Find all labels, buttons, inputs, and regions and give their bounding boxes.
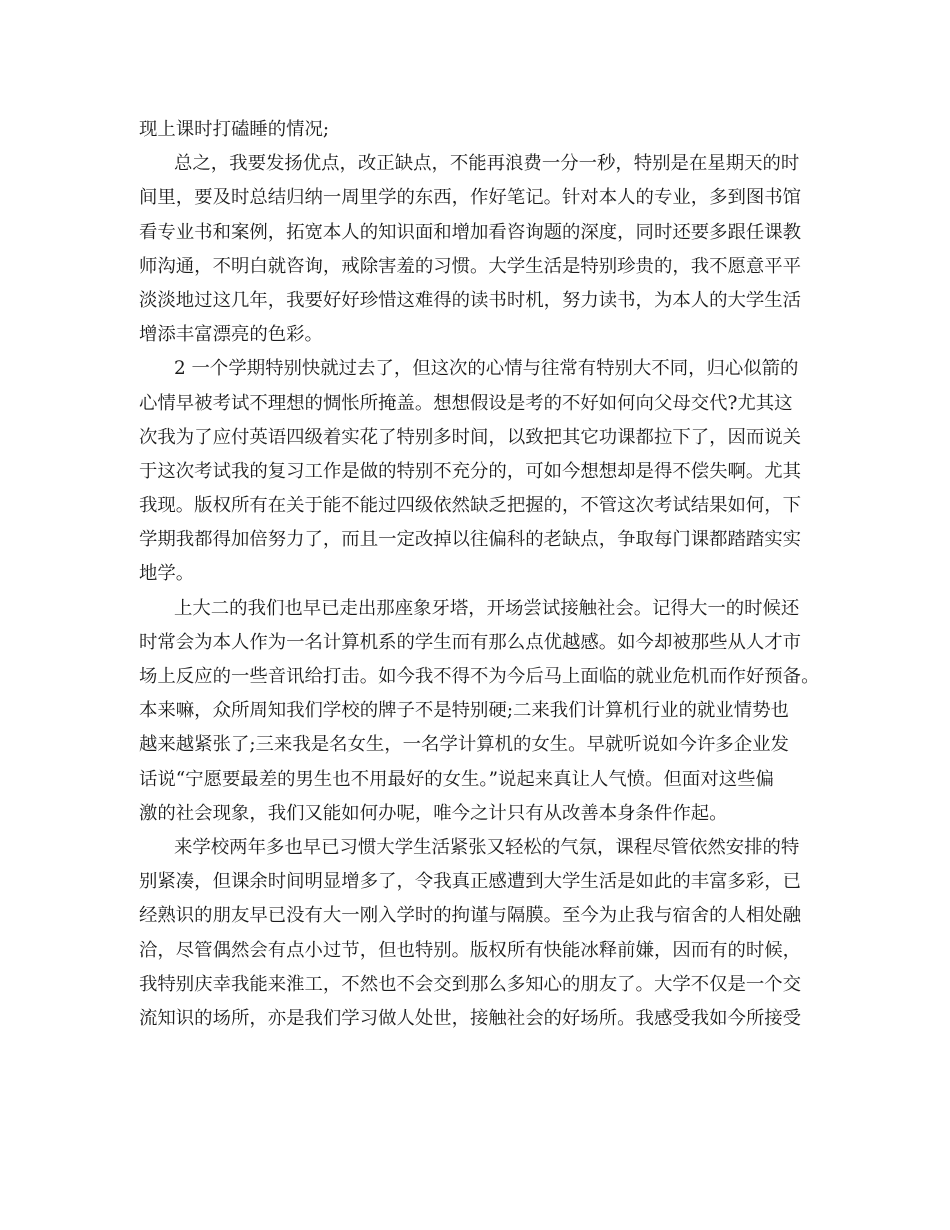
text-line: 次我为了应付英语四级着实花了特别多时间，以致把其它功课都拉下了，因而说关 xyxy=(139,426,802,448)
text-line: 现上课时打磕睡的情况; xyxy=(139,119,330,140)
text-line: 学期我都得加倍努力了，而且一定改掉以往偏科的老缺点，争取每门课都踏踏实实 xyxy=(139,529,802,551)
text-line: 心情早被考试不理想的惆怅所掩盖。想想假设是考的不好如何向父母交代?尤其这 xyxy=(139,392,793,414)
paragraph-5 xyxy=(139,831,821,1036)
text-line: 话说“宁愿要最差的男生也不用最好的女生。”说起来真让人气愤。但面对这些偏 xyxy=(139,768,774,790)
text-line: 别紧凑，但课余时间明显增多了，令我真正感遭到大学生活是如此的丰富多彩，已 xyxy=(139,871,802,893)
text-line: 我现。版权所有在关于能不能过四级依然缺乏把握的，不管这次考试结果如何，下 xyxy=(139,495,802,517)
document-page xyxy=(139,113,821,1036)
paragraph-1 xyxy=(139,113,821,147)
text-line: 洽，尽管偶然会有点小过节，但也特别。版权所有快能冰释前嫌，因而有的时候， xyxy=(139,939,802,961)
text-line: 看专业书和案例，拓宽本人的知识面和增加看咨询题的深度，同时还要多跟任课教 xyxy=(139,221,802,243)
text-line: 越来越紧张了;三来我是名女生，一名学计算机的女生。早就听说如今许多企业发 xyxy=(139,734,789,756)
paragraph-4 xyxy=(139,592,821,831)
paragraph-2 xyxy=(139,147,821,352)
text-line: 总之，我要发扬优点，改正缺点，不能再浪费一分一秒，特别是在星期天的时 xyxy=(174,153,800,175)
text-line: 激的社会现象，我们又能如何办呢，唯今之计只有从改善本身条件作起。 xyxy=(139,802,728,824)
text-line: 经熟识的朋友早已没有大一刚入学时的拘谨与隔膜。至今为止我与宿舍的人相处融 xyxy=(139,905,802,927)
text-line: 师沟通，不明白就咨询，戒除害羞的习惯。大学生活是特别珍贵的，我不愿意平平 xyxy=(139,255,802,277)
text-line: 本来嘛，众所周知我们学校的牌子不是特别硬;二来我们计算机行业的就业情势也 xyxy=(139,700,789,722)
text-line: 间里，要及时总结归纳一周里学的东西，作好笔记。针对本人的专业，多到图书馆 xyxy=(139,187,802,209)
text-line: 来学校两年多也早已习惯大学生活紧张又轻松的气氛，课程尽管依然安排的特 xyxy=(174,836,800,858)
text-line: 我特别庆幸我能来淮工，不然也不会交到那么多知心的朋友了。大学不仅是一个交 xyxy=(139,973,802,995)
text-line: 时常会为本人作为一名计算机系的学生而有那么点优越感。如今却被那些从人才市 xyxy=(139,631,802,653)
text-line: 上大二的我们也早已走出那座象牙塔，开场尝试接触社会。记得大一的时候还 xyxy=(174,597,800,619)
text-line: 场上反应的一些音讯给打击。如今我不得不为今后马上面临的就业危机而作好预备。 xyxy=(139,666,820,687)
paragraph-3 xyxy=(139,352,821,591)
text-line: 地学。 xyxy=(139,563,195,585)
text-line: 于这次考试我的复习工作是做的特别不充分的，可如今想想却是得不偿失啊。尤其 xyxy=(139,460,802,482)
text-line: 流知识的场所，亦是我们学习做人处世，接触社会的好场所。我感受我如今所接受 xyxy=(139,1007,802,1029)
text-line: 2 一个学期特别快就过去了，但这次的心情与往常有特别大不同，归心似箭的 xyxy=(174,358,799,380)
text-line: 增添丰富漂亮的色彩。 xyxy=(139,324,323,346)
text-line: 淡淡地过这几年，我要好好珍惜这难得的读书时机，努力读书，为本人的大学生活 xyxy=(139,289,802,311)
